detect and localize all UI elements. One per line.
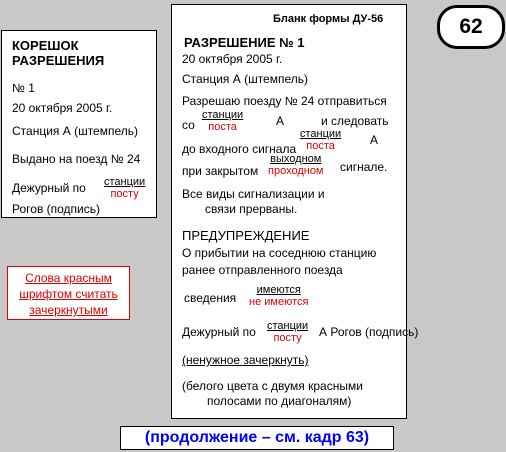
stub-duty-choice bbox=[104, 177, 145, 200]
note-line3: зачеркнутыми bbox=[29, 303, 108, 317]
permit-form-panel bbox=[171, 4, 419, 419]
red-text-note bbox=[7, 266, 130, 320]
stub-issued: Выдано на поезд № 24 bbox=[12, 152, 141, 166]
stub-station: Станция А (штемпель) bbox=[12, 124, 139, 138]
continue-link[interactable]: (продолжение – см. кадр 63) bbox=[120, 426, 394, 450]
note-line1: Слова красным bbox=[25, 271, 112, 285]
form-date: 20 октября 2005 г. bbox=[182, 52, 283, 66]
white-line1: (белого цвета с двумя красными bbox=[182, 379, 363, 393]
to-bottom: поста bbox=[306, 140, 335, 152]
when-closed: при закрытом bbox=[182, 164, 259, 178]
so-word: со bbox=[182, 118, 195, 132]
warning-title: ПРЕДУПРЕЖДЕНИЕ bbox=[182, 228, 310, 243]
so-top: станции bbox=[202, 109, 244, 121]
duty-choice bbox=[267, 321, 308, 344]
stub-date: 20 октября 2005 г. bbox=[12, 101, 113, 115]
station-a-1: А bbox=[276, 114, 285, 128]
info-word: сведения bbox=[184, 291, 237, 305]
stub-duty-prefix: Дежурный по bbox=[12, 181, 86, 195]
stub-title-line1: КОРЕШОК bbox=[12, 38, 79, 53]
closed-bottom: проходном bbox=[268, 165, 324, 177]
closed-choice bbox=[268, 154, 324, 177]
form-station: Станция А (штемпель) bbox=[182, 72, 309, 86]
stub-panel bbox=[1, 30, 157, 218]
info-top: имеются bbox=[256, 284, 301, 296]
closed-top: выходном bbox=[270, 153, 322, 165]
stub-number: № 1 bbox=[12, 81, 35, 95]
info-bottom: не имеются bbox=[249, 296, 309, 308]
comms-line1: Все виды сигнализации и bbox=[182, 187, 325, 201]
station-a-2: А bbox=[370, 133, 379, 147]
duty-suffix: А Рогов (подпись) bbox=[319, 325, 419, 339]
to-signal: до входного сигнала bbox=[182, 142, 297, 156]
form-header: Бланк формы ДУ-56 bbox=[273, 13, 384, 25]
to-choice bbox=[300, 129, 341, 152]
cross-out-note: (ненужное зачеркнуть) bbox=[182, 353, 309, 367]
info-choice bbox=[249, 285, 308, 308]
stub-signature: Рогов (подпись) bbox=[12, 202, 101, 216]
permit-line: Разрешаю поезду № 24 отправиться bbox=[182, 94, 387, 108]
note-line2: шрифтом считать bbox=[19, 287, 118, 301]
duty-prefix: Дежурный по bbox=[182, 325, 256, 339]
warning-line1: О прибытии на соседнюю станцию bbox=[182, 246, 377, 260]
stub-duty-bottom: посту bbox=[110, 188, 139, 200]
stub-title-line2: РАЗРЕШЕНИЯ bbox=[12, 53, 105, 68]
comms-line2: связи прерваны. bbox=[205, 202, 298, 216]
to-top: станции bbox=[300, 128, 342, 140]
warning-line2: ранее отправленного поезда bbox=[182, 263, 343, 277]
duty-bottom: посту bbox=[273, 332, 302, 344]
signal-word: сигнале. bbox=[340, 160, 388, 174]
so-bottom: поста bbox=[208, 121, 237, 133]
and-follow: и следовать bbox=[321, 114, 389, 128]
stub-duty-top: станции bbox=[104, 176, 146, 188]
form-title: РАЗРЕШЕНИЕ № 1 bbox=[184, 35, 305, 50]
so-choice bbox=[202, 110, 243, 133]
duty-top: станции bbox=[267, 320, 309, 332]
white-line2: полосами по диагоналям) bbox=[207, 394, 352, 408]
frame-number-badge: 62 bbox=[437, 5, 505, 49]
